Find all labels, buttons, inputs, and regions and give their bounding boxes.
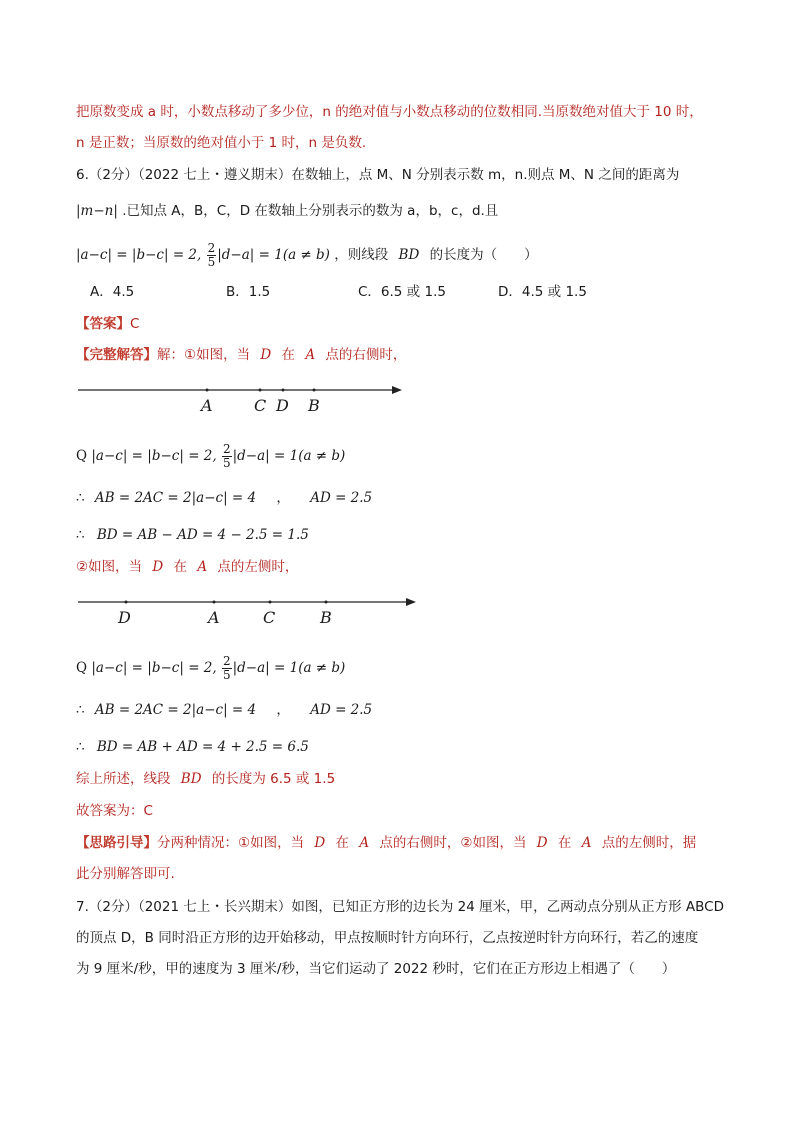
hint-line-2: 此分别解答即可.: [76, 866, 175, 882]
case2-frac-den: 5: [222, 667, 231, 682]
hint-text-1: 分两种情况：①如图，当: [157, 835, 305, 851]
case2-cond-b: |d−a| = 1(a ≠ b): [232, 660, 346, 676]
case2-ad-value: AD = 2.5: [310, 702, 373, 718]
case2-condition: [76, 651, 345, 685]
case2-eq-bd: [76, 737, 309, 757]
case1-cond-a: |a−c| = |b−c| = 2,: [91, 448, 217, 464]
number-line-2-tick-c: [269, 601, 272, 604]
case1-bd-value: BD = AB − AD = 4 − 2.5 = 1.5: [96, 527, 309, 543]
summary-line: [76, 769, 335, 789]
solution-intro-text: 解：①如图，当: [157, 347, 251, 363]
question-6-stem: 6.（2分）（2022 七上・遵义期末）在数轴上，点 M、N 分别表示数 m，n.则点 M、N 之间的距离为: [76, 167, 680, 183]
case2-point-a: A: [197, 559, 208, 575]
case2-ab-value: AB = 2AC = 2|a−c| = 4: [94, 702, 257, 718]
question-7-line-1: 7.（2分）（2021 七上・长兴期末）如图，已知正方形的边长为 24 厘米，甲，乙两动点分别从正方形 ABCD: [76, 899, 724, 915]
condition-tail-2: 的长度为（ ）: [429, 247, 538, 263]
axis1-label-b: B: [308, 396, 320, 415]
hint-text-3: 点的左侧时，据: [601, 835, 697, 851]
on-word: 在: [281, 347, 296, 363]
number-line-2-tick-d: [125, 601, 128, 604]
option-d: D．4.5 或 1.5: [498, 284, 587, 300]
axis1-label-d: D: [276, 396, 289, 415]
hint-point-d-1: D: [314, 835, 326, 851]
hint-point-a-1: A: [359, 835, 370, 851]
axis1-label-a: A: [201, 396, 213, 415]
hint-on-1: 在: [335, 835, 350, 851]
question-7-line-2: 的顶点 D，B 同时沿正方形的边开始移动，甲点按顺时针方向环行，乙点按逆时针方向环行，若乙的速度: [76, 930, 699, 946]
abs-m-n: |m−n|: [76, 203, 118, 219]
answer-line: [76, 314, 139, 334]
fraction-two-fifths: [207, 242, 217, 269]
hint-tag: 【思路引导】: [76, 835, 157, 851]
point-a-ref: A: [305, 347, 316, 363]
hint-line-1: [76, 833, 696, 853]
right-side-text: 点的右侧时，: [325, 347, 407, 363]
solution-tag: 【完整解答】: [76, 347, 157, 363]
case1-eq-ab: ∴ AB = 2AC = 2|a−c| = 4 ， AD = 2.5: [76, 490, 373, 506]
question-7-line-3: 为 9 厘米/秒，甲的速度为 3 厘米/秒，当它们运动了 2022 秒时，它们在正方形边上相遇了（ ）: [76, 961, 676, 977]
case1-ab-value: AB = 2AC = 2|a−c| = 4: [94, 490, 257, 506]
therefore-symbol-2: ∴: [76, 527, 85, 543]
number-line-1-tick-c: [259, 389, 262, 392]
case2-intro: [76, 557, 298, 577]
condition-part-b: |d−a| = 1(a ≠ b): [217, 247, 330, 263]
question-6-line-2-text: .已知点 A，B，C，D 在数轴上分别表示的数为 a，b，c，d.且: [122, 203, 499, 219]
number-line-1-arrow: [392, 386, 402, 394]
option-a: A．4.5: [90, 284, 135, 300]
segment-bd: BD: [398, 247, 420, 263]
therefore-symbol-3: ∴: [76, 702, 85, 718]
answer-value: C: [130, 316, 140, 332]
answer-tag: 【答案】: [76, 316, 130, 332]
case2-left-side-text: 点的左侧时，: [217, 559, 299, 575]
condition-tail-1: ，则线段: [334, 247, 389, 263]
number-line-1-tick-a: [206, 389, 209, 392]
case1-fraction: [222, 443, 232, 470]
therefore-symbol-4: ∴: [76, 739, 85, 755]
number-line-2-tick-b: [325, 601, 328, 604]
prev-explanation-line-1: 把原数变成 a 时，小数点移动了多少位，n 的绝对值与小数点移动的位数相同.当原数绝对值大于 10 时，: [76, 104, 703, 120]
because-symbol-2: Q: [76, 660, 88, 676]
number-line-1-tick-b: [313, 389, 316, 392]
fraction-denominator: 5: [207, 254, 216, 269]
axis2-label-a: A: [208, 608, 220, 627]
case2-intro-text: ②如图，当: [76, 559, 143, 575]
case2-bd-value: BD = AB + AD = 4 + 2.5 = 6.5: [96, 739, 309, 755]
because-symbol: Q: [76, 448, 88, 464]
condition-part-a: |a−c| = |b−c| = 2,: [76, 247, 202, 263]
case2-eq-ab: ∴ AB = 2AC = 2|a−c| = 4 ， AD = 2.5: [76, 702, 373, 718]
case1-frac-num: 2: [222, 441, 231, 456]
case2-on-word: 在: [173, 559, 188, 575]
hint-on-2: 在: [557, 835, 572, 851]
number-line-1: [76, 380, 406, 400]
axis2-label-d: D: [118, 608, 131, 627]
question-6-condition: [76, 238, 538, 272]
therefore-symbol-1: ∴: [76, 490, 85, 506]
solution-intro: [76, 345, 406, 365]
case1-cond-b: |d−a| = 1(a ≠ b): [232, 448, 346, 464]
option-b: B．1.5: [226, 284, 271, 300]
case2-fraction: [222, 655, 232, 682]
option-c: C．6.5 或 1.5: [358, 284, 446, 300]
hint-point-a-2: A: [581, 835, 592, 851]
axis2-label-b: B: [320, 608, 332, 627]
case1-frac-den: 5: [222, 455, 231, 470]
case1-ad-value: AD = 2.5: [310, 490, 373, 506]
prev-explanation-line-2: n 是正数；当原数的绝对值小于 1 时，n 是负数.: [76, 135, 367, 151]
summary-bd: BD: [180, 771, 202, 787]
point-d-ref: D: [260, 347, 272, 363]
summary-text-2: 的长度为 6.5 或 1.5: [211, 771, 336, 787]
final-answer-line: 故答案为：C: [76, 803, 153, 819]
case1-condition: [76, 439, 345, 473]
case2-point-d: D: [152, 559, 164, 575]
hint-point-d-2: D: [536, 835, 548, 851]
axis1-label-c: C: [254, 396, 267, 415]
number-line-2-arrow: [406, 598, 416, 606]
case2-cond-a: |a−c| = |b−c| = 2,: [91, 660, 217, 676]
axis2-label-c: C: [263, 608, 276, 627]
hint-text-2: 点的右侧时，②如图，当: [379, 835, 527, 851]
number-line-1-tick-d: [282, 389, 285, 392]
summary-text-1: 综上所述，线段: [76, 771, 171, 787]
fraction-numerator: 2: [207, 240, 216, 255]
question-6-options: [90, 282, 587, 302]
case1-eq-bd: [76, 525, 309, 545]
question-6-line-2: [76, 201, 498, 221]
number-line-2-tick-a: [213, 601, 216, 604]
case2-frac-num: 2: [222, 653, 231, 668]
